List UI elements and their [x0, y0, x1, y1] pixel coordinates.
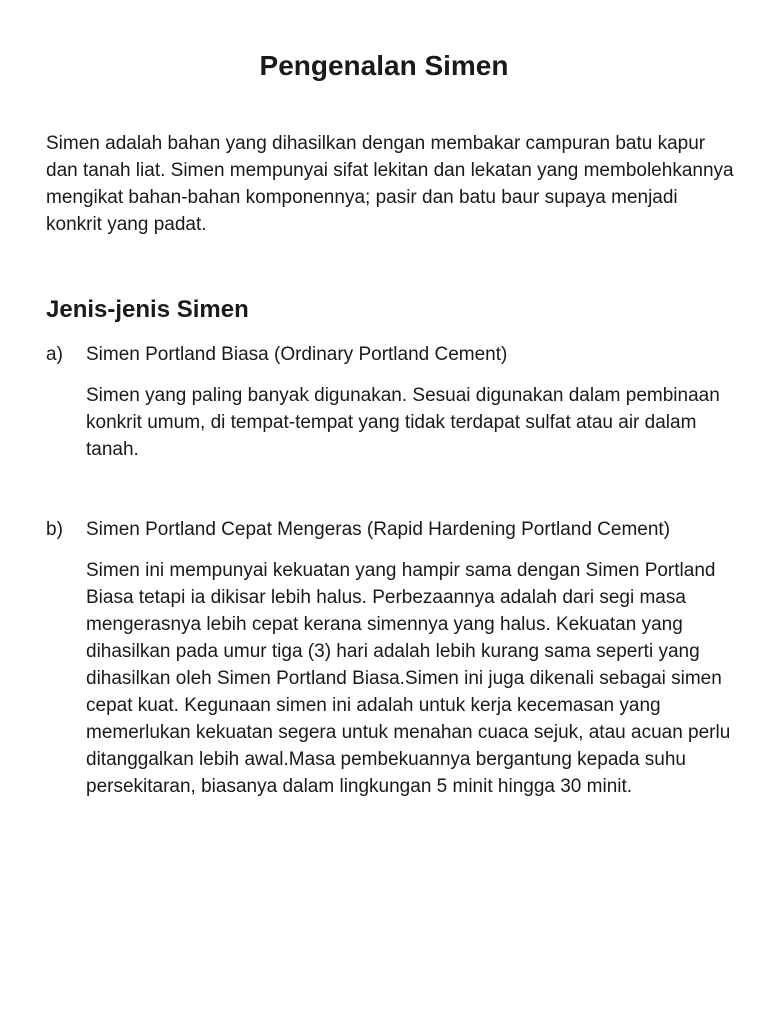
page-title: Pengenalan Simen — [259, 50, 509, 81]
list-item-body-a: Simen yang paling banyak digunakan. Sesuai digunakan dalam pembinaan konkrit umum, di tempat-tempat yang tidak terdapat sulfat atau air dalam tanah. — [86, 385, 720, 460]
list-item-body-b: Simen ini mempunyai kekuatan yang hampir sama dengan Simen Portland Biasa tetapi ia dikisar lebih halus. Perbezaannya adalah dari segi masa mengerasnya lebih cepat kerana simennya yang halus. Kekuatan yang dihasilkan pada umur tiga (3) hari adalah lebih kurang sama seperti yang dihasilkan oleh Simen Portland Biasa.Simen ini juga dikenali sebagai simen cepat kuat. Kegunaan simen ini adalah untuk kerja kecemasan yang memerlukan kekuatan segera untuk menahan cuaca sejuk, atau acuan perlu ditanggalkan lebih awal.Masa pembekuannya bergantung kepada suhu persekitaran, biasanya dalam lingkungan 5 minit hingga 30 minit. — [86, 560, 731, 797]
list-item-title-b: Simen Portland Cepat Mengeras (Rapid Hardening Portland Cement) — [86, 519, 671, 540]
intro-paragraph: Simen adalah bahan yang dihasilkan dengan membakar campuran batu kapur dan tanah liat. Simen mempunyai sifat lekitan dan lekatan yang membolehkannya mengikat bahan-bahan komponennya; pasir dan batu baur supaya menjadi konkrit yang padat. — [46, 133, 734, 235]
section-heading: Jenis-jenis Simen — [46, 296, 249, 323]
list-item-marker-b: b) — [46, 519, 63, 540]
list-item-marker-a: a) — [46, 344, 63, 365]
list-item-title-a: Simen Portland Biasa (Ordinary Portland Cement) — [86, 344, 508, 365]
